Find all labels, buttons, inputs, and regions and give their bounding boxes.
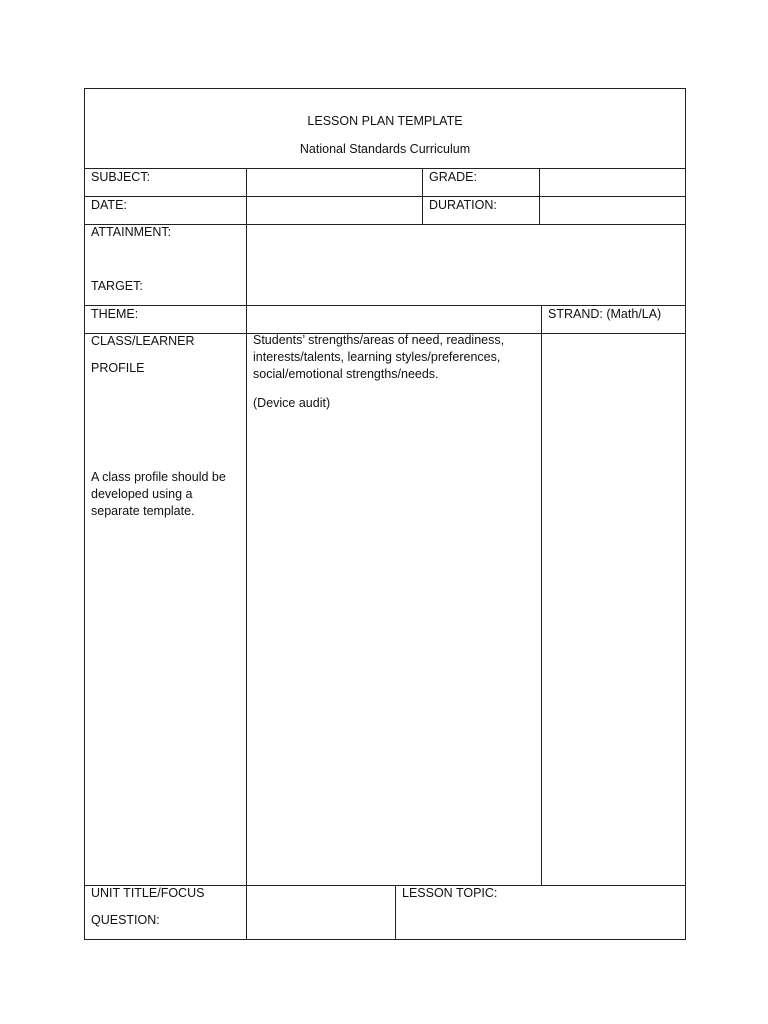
theme-label: THEME:: [91, 307, 139, 321]
subject-label: SUBJECT:: [91, 170, 151, 184]
lesson-topic-field[interactable]: [396, 902, 685, 939]
grade-label: GRADE:: [429, 170, 477, 184]
attainment-target-field[interactable]: [247, 225, 685, 305]
col-divider-grade: [422, 168, 423, 224]
profile-label: PROFILE: [91, 361, 145, 375]
page-title: LESSON PLAN TEMPLATE: [307, 114, 463, 128]
unit-title-label: UNIT TITLE/FOCUS: [91, 886, 205, 900]
unit-title-field[interactable]: [247, 886, 395, 939]
page-subtitle: National Standards Curriculum: [299, 142, 471, 156]
class-learner-label: CLASS/LEARNER: [91, 334, 195, 348]
class-profile-note: A class profile should be developed using a separate template.: [91, 470, 226, 518]
focus-question-label: QUESTION:: [91, 913, 160, 927]
attainment-label: ATTAINMENT:: [91, 225, 172, 239]
date-label: DATE:: [91, 198, 127, 212]
subject-field[interactable]: [247, 169, 422, 196]
theme-field[interactable]: [247, 306, 541, 333]
date-field[interactable]: [247, 197, 422, 224]
profile-description: Students’ strengths/areas of need, readiness, interests/talents, learning styles/preferences, social/emotional strengths/needs.: [253, 333, 505, 381]
profile-notes-field[interactable]: [542, 334, 685, 885]
duration-field[interactable]: [540, 197, 685, 224]
target-label: TARGET:: [91, 279, 143, 293]
strand-label: STRAND: (Math/LA): [548, 307, 662, 321]
device-audit-note: (Device audit): [253, 396, 331, 410]
grade-field[interactable]: [540, 169, 685, 196]
duration-label: DURATION:: [429, 198, 497, 212]
lesson-topic-label: LESSON TOPIC:: [402, 886, 498, 900]
